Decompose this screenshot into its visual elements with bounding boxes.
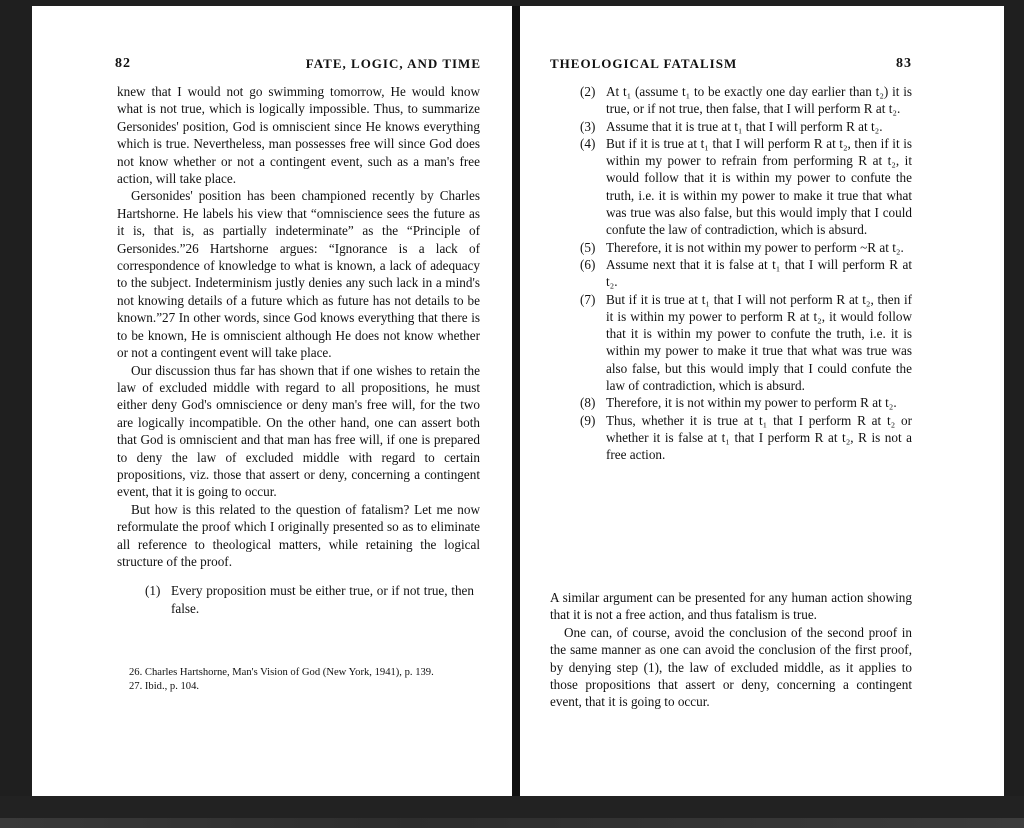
proof-step-6 xyxy=(580,256,912,291)
proof-step-5 xyxy=(580,239,912,256)
page-gutter xyxy=(512,6,520,796)
step-text: Assume next that it is false at t₁ that I will perform R at t₂. xyxy=(606,256,912,290)
step-number: (5) xyxy=(580,239,596,255)
step-number: (6) xyxy=(580,256,596,272)
step-number: (8) xyxy=(580,395,596,411)
step-number: (2) xyxy=(580,84,596,99)
paragraph: knew that I would not go swimming tomorrow, He would know what is not true, which is logically impossible. Thus, to summarize Gersonides' position, God is omniscient since He knows everything which is true. Nevertheless, man possesses free will since God does not know whether or not a contingent event, such as a man's free action, will take place. xyxy=(117,84,480,187)
step-number: (3) xyxy=(580,118,596,134)
paragraph: Our discussion thus far has shown that if one wishes to retain the law of excluded middle with regard to all propositions, he must either deny God's omniscience or deny man's free will, for the two are logically incompatible. On the other hand, one can assert both that God is omniscient and that man has free will, if one is prepared to deny the law of excluded middle with regard to certain propositions, viz. those that assert or deny, concerning a contingent event, that it is going to occur. xyxy=(117,362,480,500)
proof-step-4 xyxy=(580,135,912,239)
left-page-number: 82 xyxy=(115,56,131,71)
step-text: Therefore, it is not within my power to perform R at t₂. xyxy=(606,395,897,411)
right-running-head: THEOLOGICAL FATALISM xyxy=(550,56,738,71)
step-text: But if it is true at t₁ that I will not perform R at t₂, then if it is within my power to perform R at t₂, it would follow that it is within my power to confute the truth, i.e. it is within my power to make it true that what was true was also false, but this would imply that I could confute the law of contradiction, which is absurd. xyxy=(606,291,912,394)
step-text: Every proposition must be either true, or if not true, then false. xyxy=(171,583,474,616)
step-text: Thus, whether it is true at t₁ that I perform R at t₂ or whether it is false at t₁ that I perform R at t₂, R is not a free action. xyxy=(606,412,912,463)
paragraph: A similar argument can be presented for any human action showing that it is not a free action, and thus fatalism is true. xyxy=(550,590,912,623)
proof-step-8 xyxy=(580,394,912,411)
right-page-header xyxy=(550,56,912,72)
right-closing-text xyxy=(550,589,912,711)
step-number: (9) xyxy=(580,412,596,428)
step-number: (7) xyxy=(580,291,596,307)
step-number: (1) xyxy=(145,583,161,599)
footnote-26: 26. Charles Hartshorne, Man's Vision of God (New York, 1941), p. 139. xyxy=(129,667,434,678)
proof-steps xyxy=(580,83,912,464)
step-text: At t₁ (assume t₁ to be exactly one day earlier than t₂) it is true, or if not true, then false, that I will perform R at t₂. xyxy=(606,84,912,117)
paragraph: Gersonides' position has been championed recently by Charles Hartshorne. He labels his view that “omniscience sees the future as it is, that is, as partially indeterminate” as the “Principle of Gersonides.”26 Hartshorne argues: “Ignorance is a lack of correspondence of knowledge to what is known, a lack of adequacy to the subject. Indeterminism justly denies any such lack in a mind's not knowing details of a future which as future has not details to be known.”27 In other words, since God knows everything that there is to be known, He is omniscient although He does not know whether or not a contingent event will take place. xyxy=(117,188,480,361)
paragraph: One can, of course, avoid the conclusion of the second proof in the same manner as one can avoid the conclusion of the first proof, by denying step (1), the law of excluded middle, as it applies to those propositions that assert or deny, concerning a contingent event, that it is going to occur. xyxy=(550,624,912,710)
footnote-27: 27. Ibid., p. 104. xyxy=(129,681,200,692)
step-text: But if it is true at t₁ that I will perform R at t₂, then if it is within my power to refrain from performing R at t₂, it would follow that it is within my power to confute the truth, i.e. it is within my power to make it true that what was true was also false, but this would imply that I could confute the law of contradiction, which is absurd. xyxy=(606,135,912,238)
left-running-head: FATE, LOGIC, AND TIME xyxy=(305,56,481,71)
step-text: Assume that it is true at t₁ that I will perform R at t₂. xyxy=(606,118,883,134)
taskbar-strip xyxy=(0,818,1024,828)
proof-step-7 xyxy=(580,291,912,395)
proof-step-1 xyxy=(117,582,480,617)
proof-step-9 xyxy=(580,412,912,464)
right-page-number: 83 xyxy=(896,56,912,71)
left-body-text xyxy=(117,83,480,617)
proof-step-2 xyxy=(580,83,912,118)
left-page-header xyxy=(115,56,481,72)
paragraph: But how is this related to the question of fatalism? Let me now reformulate the proof which I originally presented so as to eliminate all reference to theological matters, while retaining the logical structure of the proof. xyxy=(117,501,480,569)
footnotes xyxy=(117,666,480,694)
right-page xyxy=(520,6,1004,796)
step-number: (4) xyxy=(580,135,596,151)
step-text: Therefore, it is not within my power to perform ~R at t₂. xyxy=(606,239,904,255)
left-page xyxy=(32,6,512,796)
proof-step-3 xyxy=(580,118,912,135)
